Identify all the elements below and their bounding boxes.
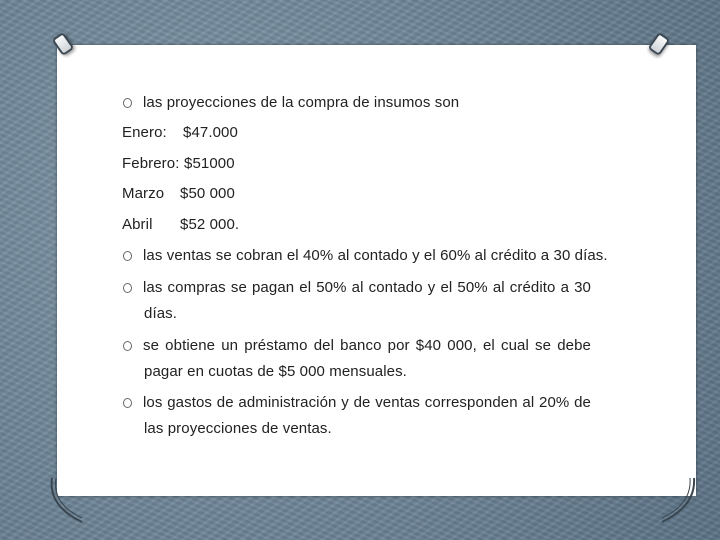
month-amount: $51000 (184, 155, 235, 172)
month-amount: $50 000 (180, 185, 235, 202)
bullet-text: las compras se pagan el 50% al contado y el 50% al crédito a 30 (143, 279, 591, 296)
bullet-text: las proyecciones de la compra de insumos son (143, 94, 460, 111)
month-amount: $52 000. (180, 216, 240, 233)
corner-curl-icon (44, 476, 84, 526)
bullet-icon (123, 98, 132, 108)
bullet-text-continuation: las proyecciones de ventas. (144, 420, 332, 437)
month-label: Marzo (122, 185, 165, 202)
bullet-icon (123, 251, 132, 261)
bullet-icon (123, 341, 132, 351)
bullet-text: se obtiene un préstamo del banco por $40 000, el cual se debe (143, 337, 591, 354)
month-label: Enero: (122, 124, 167, 141)
month-amount: $47.000 (183, 124, 238, 141)
bullet-text: los gastos de administración y de ventas corresponden al 20% de (143, 394, 591, 411)
month-label: Febrero: (122, 155, 180, 172)
bullet-text: las ventas se cobran el 40% al contado y el 60% al crédito a 30 días. (143, 247, 608, 264)
bullet-text-continuation: pagar en cuotas de $5 000 mensuales. (144, 363, 407, 380)
bullet-icon (123, 283, 132, 293)
corner-curl-icon (660, 476, 700, 526)
bullet-icon (123, 398, 132, 408)
month-label: Abril (122, 216, 153, 233)
bullet-text-continuation: días. (144, 305, 178, 322)
